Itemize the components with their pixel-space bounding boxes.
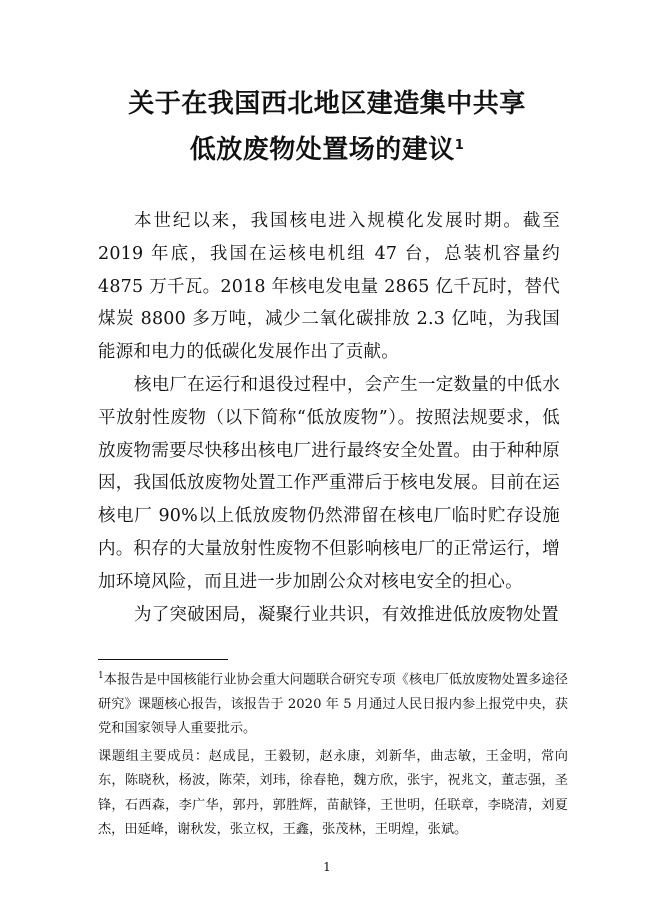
footnote-members: 课题组主要成员：赵成昆，王毅韧，赵永康，刘新华，曲志敏，王金明，常向东，陈晓秋，杨波，陈荣，刘玮，徐春艳，魏方欣，张宇，祝兆文，董志强，圣锋，石西森，李广华，郭丹，郭胜辉，苗献锋，王世明，任联章，李晓清，刘夏杰，田延峰，谢秋发，张立权，王鑫，张茂林，王明煌，张斌。 xyxy=(98,748,568,838)
footnote-marker: 1 xyxy=(98,671,104,681)
body-text xyxy=(98,205,560,631)
body-paragraph: 为了突破困局，凝聚行业共识，有效推进低放废物处置 xyxy=(134,604,559,625)
footnotes xyxy=(98,664,568,843)
footnote-text: $^1$本报告是中国核能行业协会重大问题联合研究专项《核电厂低放废物处置多途径研究》课题核心报告，该报告于 2020 年 5 月通过人民日报内参上报党中央，获党和国家领导人重要批示。 xyxy=(98,671,568,737)
footnote-divider xyxy=(98,659,228,660)
title-footnote-marker: 1 xyxy=(454,138,465,153)
document-title-line2: 低放废物处置场的建议$^1$ xyxy=(189,135,465,165)
body-paragraph: 本世纪以来，我国核电进入规模化发展时期。截至 2019 年底，我国在运核电机组 47 台，总装机容量约 4875 万千瓦。2018 年核电发电量 2865 亿千瓦时，替代煤炭 8800 多万吨，减少二氧化碳排放 2.3 亿吨，为我国能源和电力的低碳化发展作出了贡献。 xyxy=(98,211,560,363)
body-paragraph: 核电厂在运行和退役过程中，会产生一定数量的中低水平放射性废物（以下简称“低放废物”）。按照法规要求，低放废物需要尽快移出核电厂进行最终安全处置。由于种种原因，我国低放废物处置工作严重滞后于核电发展。目前在运核电厂 90%以上低放废物仍然滞留在核电厂临时贮存设施内。积存的大量放射性废物不但影响核电厂的正常运行，增加环境风险，而且进一步加剧公众对核电安全的担心。 xyxy=(98,374,560,592)
document-title-line1: 关于在我国西北地区建造集中共享 xyxy=(128,89,526,119)
page-number: 1 xyxy=(323,860,331,874)
